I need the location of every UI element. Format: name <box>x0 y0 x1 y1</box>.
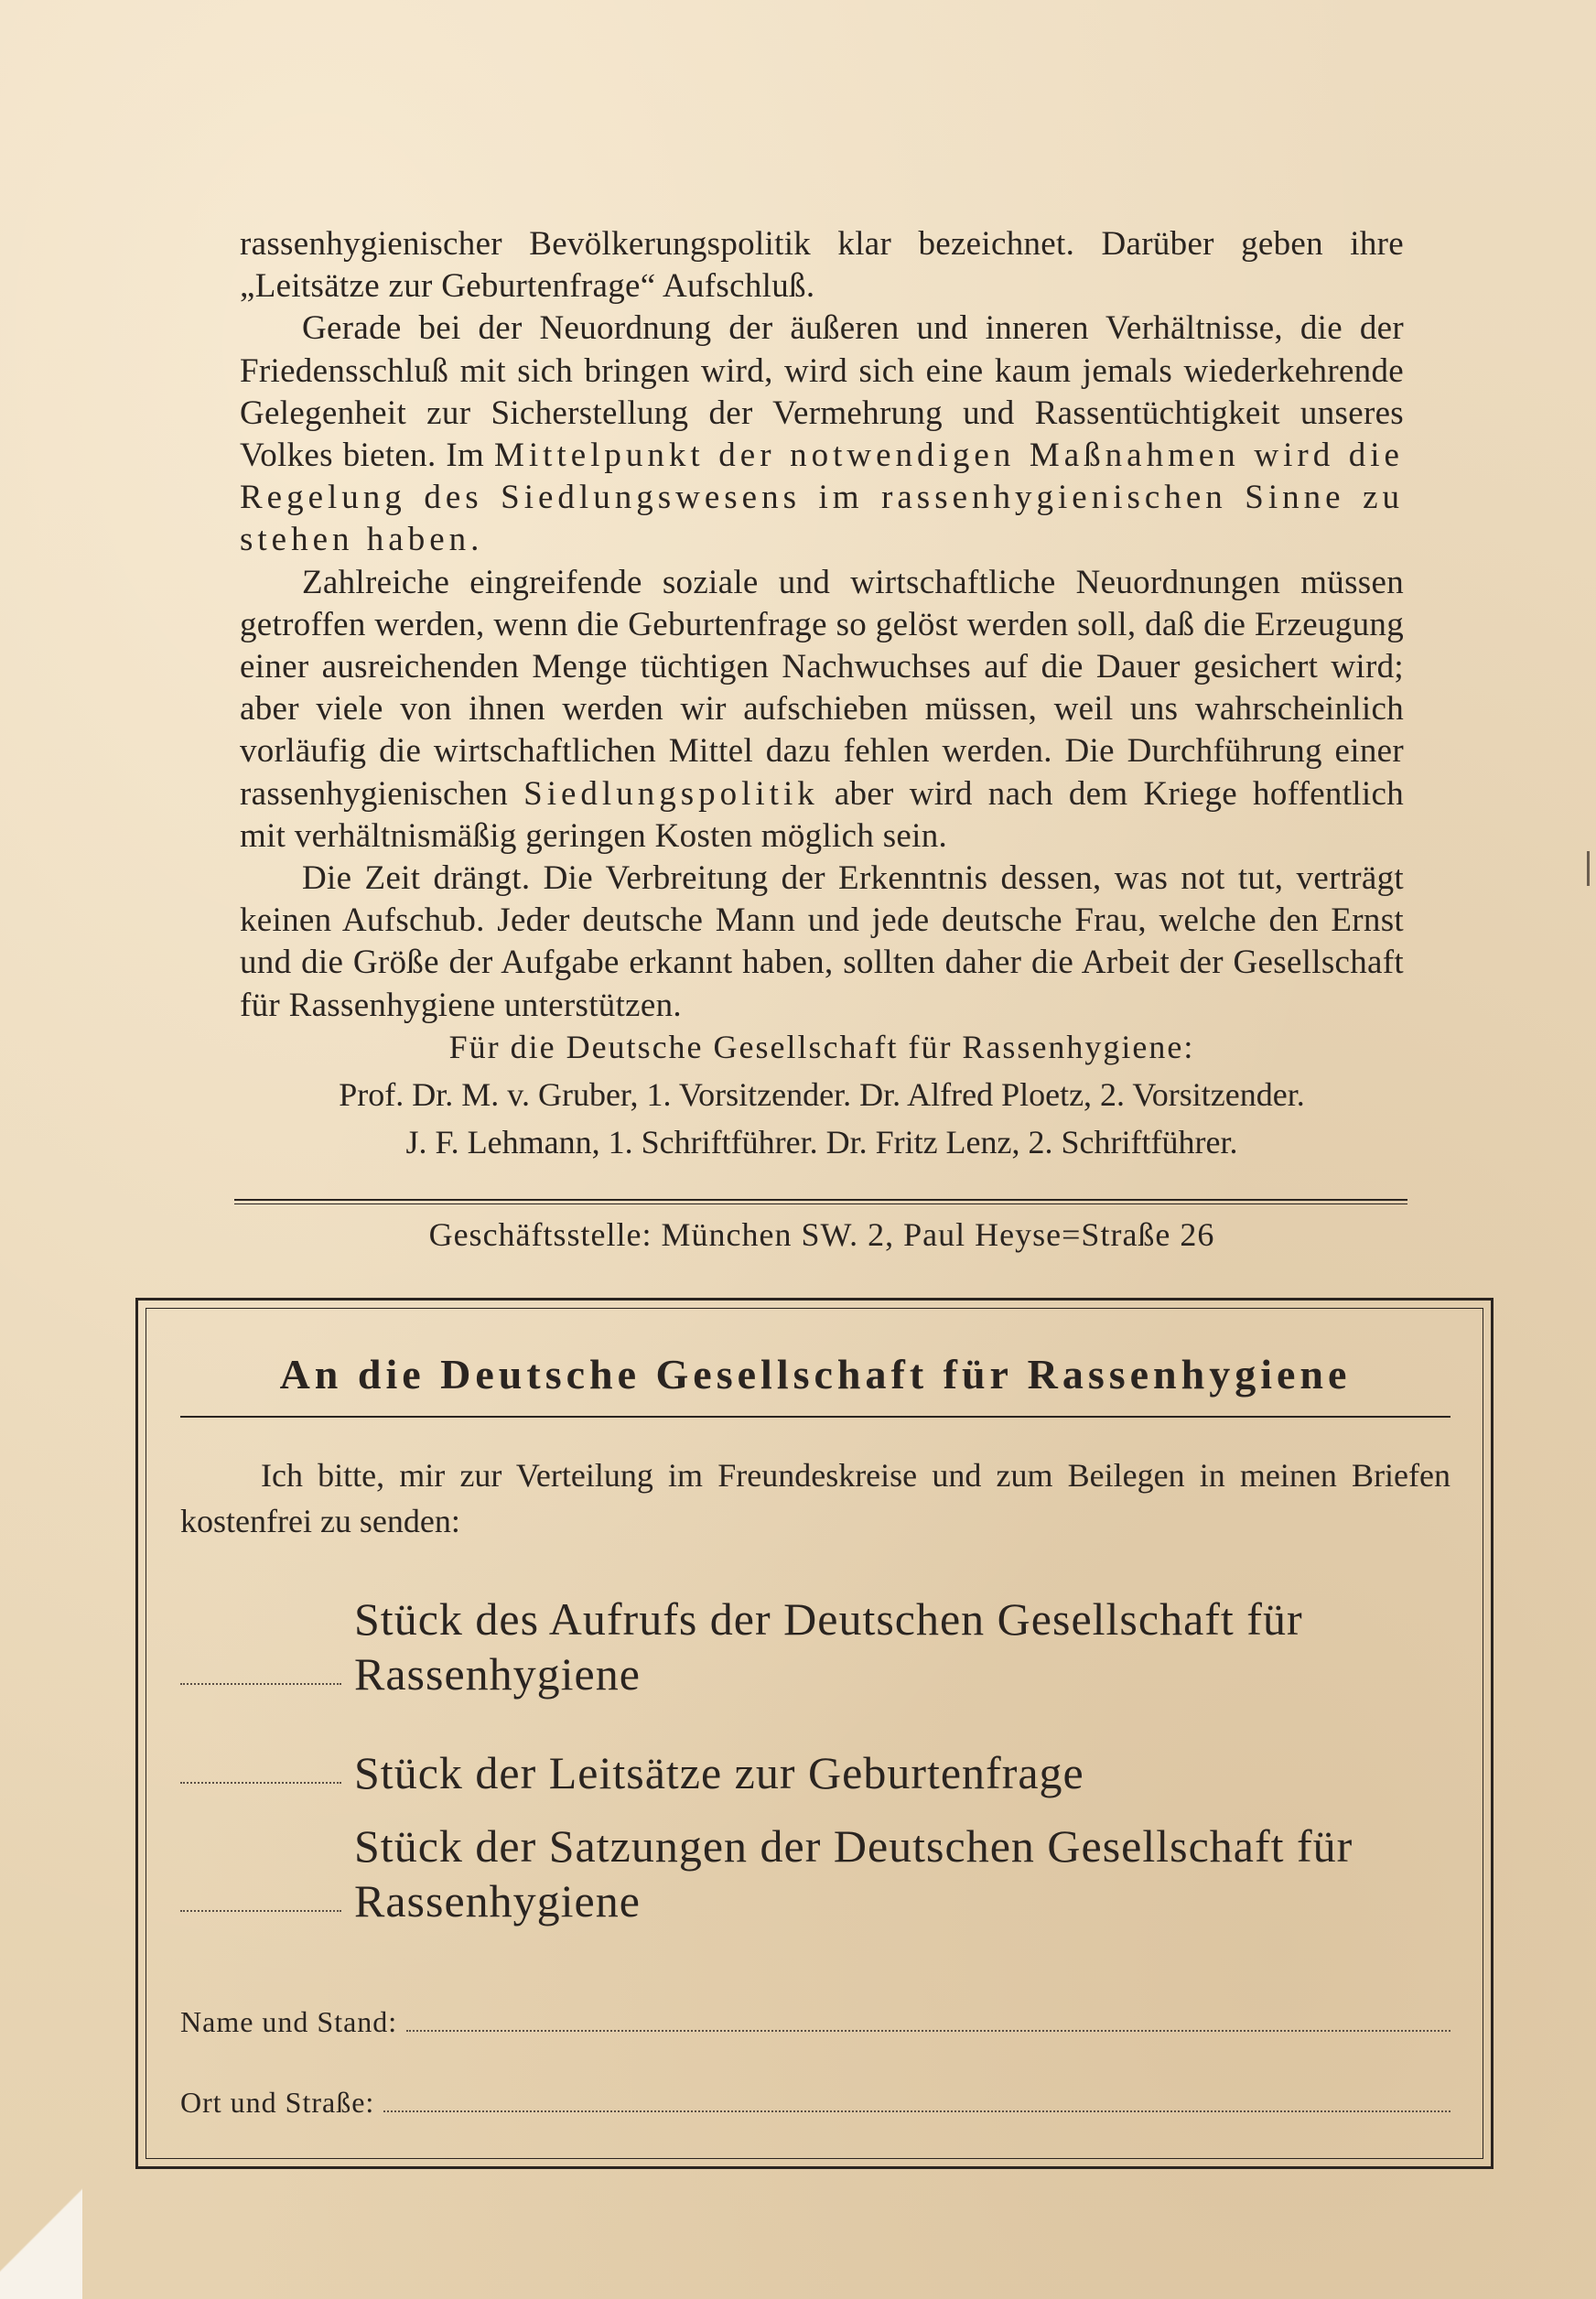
order-form-heading: An die Deutsche Gesellschaft für Rassenhygiene <box>279 1351 1352 1398</box>
address-field <box>180 2086 1450 2120</box>
paragraph-2-start: Gerade bei der Neuordnung der äußeren und inneren Verhältnisse, die der Friedensschluß mit sich bringen wird, wird sich eine kaum jemals wiederkehrende Gelegenheit zur Sicherstellung der Vermehrung und Rassentüchtigkeit unseres Volkes bieten. Im <box>240 309 1404 475</box>
paragraph-3-start: Zahlreiche eingreifende soziale und wirtschaftliche Neuordnungen müssen getroffen werden, wenn die Geburtenfrage so gelöst werden soll, daß die Erzeugung einer ausreichenden Menge tüchtigen Nachwuchses auf die Dauer gesichert wird; aber viele von ihnen werden wir aufschieben müssen, weil uns wahrscheinlich vorläufig die wirtschaftlichen Mittel dazu fehlen werden. Die Durchführung einer rassenhygienischen <box>240 563 1404 813</box>
order-item-2-text: Stück der Leitsätze zur Geburtenfrage <box>354 1747 1084 1798</box>
order-item-1 <box>180 1592 1450 1701</box>
paragraph-2 <box>240 308 1404 561</box>
name-field-input[interactable] <box>406 2030 1450 2032</box>
office-address: Geschäftsstelle: München SW. 2, Paul Heyse=Straße 26 <box>428 1216 1215 1253</box>
order-form-intro-text: Ich bitte, mir zur Verteilung im Freundeskreise und zum Beilegen in meinen Briefen kostenfrei zu senden: <box>180 1457 1450 1539</box>
paragraph-3 <box>240 562 1404 858</box>
paper-edge-mark <box>1587 851 1590 886</box>
order-item-1-blank[interactable] <box>180 1683 341 1685</box>
order-form <box>135 1298 1494 2169</box>
order-form-heading-rule <box>180 1416 1450 1418</box>
paragraph-4: Die Zeit drängt. Die Verbreitung der Erkenntnis dessen, was not tut, verträgt keinen Aufschub. Jeder deutsche Mann und jede deutsche Frau, welche den Ernst und die Größe der Aufgabe erkannt haben, sollten daher die Arbeit der Gesellschaft für Rassenhygiene unterstützen. <box>240 859 1404 1024</box>
order-item-2-blank[interactable] <box>180 1782 341 1784</box>
paper-corner-fold <box>0 2134 82 2299</box>
order-item-3 <box>180 1819 1450 1928</box>
signatories-line-2: J. F. Lehmann, 1. Schriftführer. Dr. Fritz Lenz, 2. Schriftführer. <box>405 1124 1238 1160</box>
name-field <box>180 2005 1450 2039</box>
paragraph-3-spaced: Siedlungspolitik <box>523 774 819 813</box>
address-field-input[interactable] <box>383 2110 1450 2112</box>
order-form-intro <box>180 1452 1450 1544</box>
signatories-heading: Für die Deutsche Gesellschaft für Rassenhygiene: <box>448 1029 1195 1065</box>
signatories <box>240 1023 1404 1166</box>
order-item-2 <box>180 1745 1450 1800</box>
signatories-line-1: Prof. Dr. M. v. Gruber, 1. Vorsitzender. Dr. Alfred Ploetz, 2. Vorsitzender. <box>339 1076 1305 1113</box>
double-rule <box>234 1199 1407 1204</box>
order-item-1-text: Stück des Aufrufs der Deutschen Gesellschaft für Rassenhygiene <box>354 1593 1303 1700</box>
body-text <box>240 223 1404 1027</box>
address-field-label: Ort und Straße: <box>180 2086 375 2119</box>
paragraph-3-end: aber wird nach dem Kriege hoffentlich mit verhältnismäßig geringen Kosten möglich sein. <box>240 774 1404 855</box>
order-item-3-text: Stück der Satzungen der Deutschen Gesellschaft für Rassenhygiene <box>354 1820 1353 1927</box>
name-field-label: Name und Stand: <box>180 2005 398 2038</box>
paragraph-2-spaced: Mittelpunkt der notwendigen Maßnahmen wird die Regelung des Siedlungswesens im rassenhygienischen Sinne zu stehen haben. <box>240 437 1404 559</box>
paragraph-1: rassenhygienischer Bevölkerungspolitik klar bezeichnet. Darüber geben ihre „Leitsätze zur Geburtenfrage“ Aufschluß. <box>240 225 1404 306</box>
order-item-3-blank[interactable] <box>180 1910 341 1912</box>
